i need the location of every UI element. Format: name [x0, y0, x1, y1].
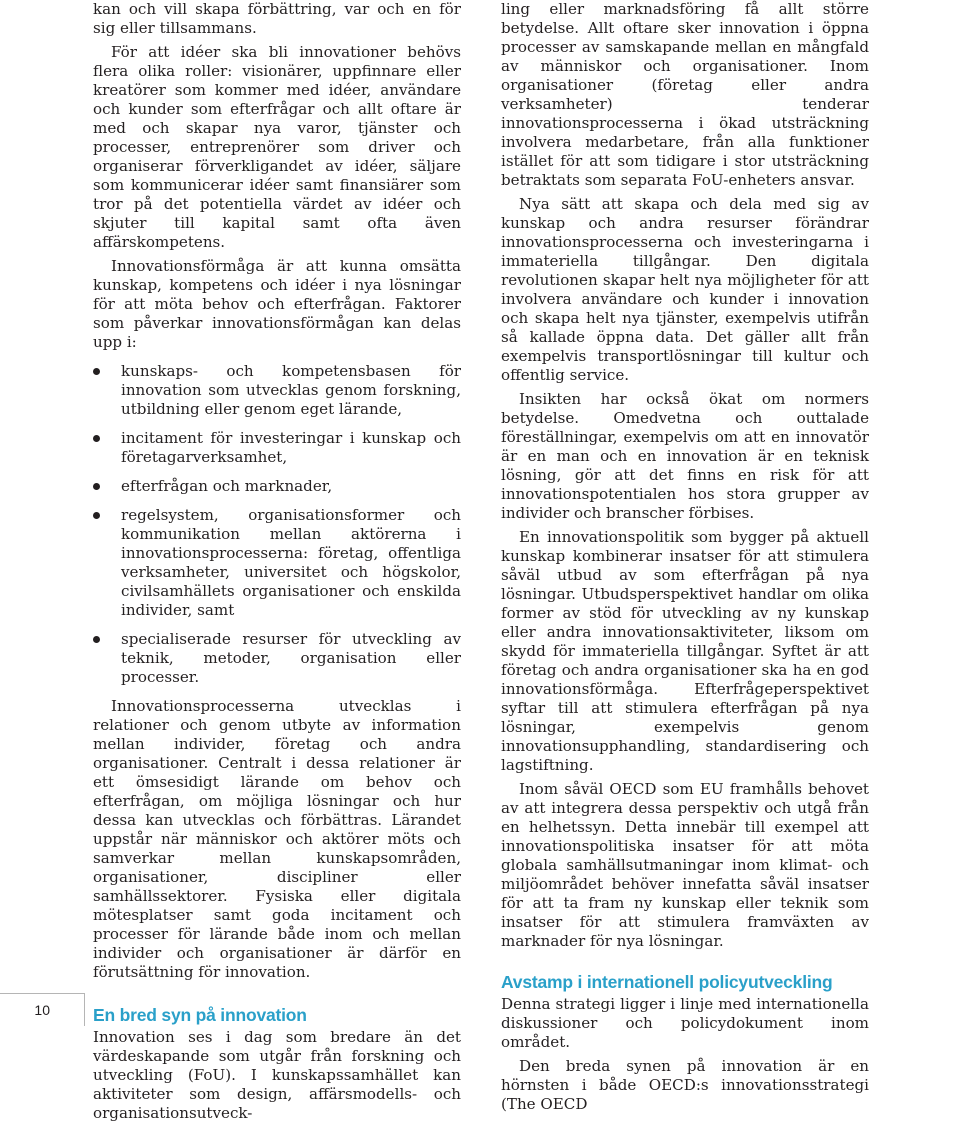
paragraph-norms: Insikten har också ökat om normers betydelse. Omedvetna och outtalade föreställningar, exempelvis om att en innovatör är en man och en innovation är en teknisk lösning, gör att det finns en risk för att innovationspotentialen hos stora grupper av individer och branscher förbises.	[501, 390, 869, 522]
paragraph-roles: För att idéer ska bli innovationer behövs flera olika roller: visionärer, uppfinnare eller kreatörer som kommer med idéer, användare och kunder som efterfrågar och allt oftare är med och skapar nya varor, tjänster och processer, entreprenörer som driver och organiserar förverkligandet av idéer, säljare som kommunicerar idéer samt finansiärer som tror på det potentiella värdet av idéer och skjuter till kapital samt ofta även affärskompetens.	[93, 43, 461, 251]
bullet-icon	[93, 512, 100, 519]
list-item: incitament för investeringar i kunskap och företagarverksamhet,	[93, 429, 461, 467]
left-column	[93, 0, 461, 1123]
section-heading-broad-view: En bred syn på innovation	[93, 1005, 307, 1025]
paragraph-innovation-capacity: Innovationsförmåga är att kunna omsätta kunskap, kompetens och idéer i nya lösningar för att möta behov och efterfrågan. Faktorer som påverkar innovationsförmågan kan delas upp i:	[93, 257, 461, 351]
bullet-icon	[93, 435, 100, 442]
bullet-icon	[93, 483, 100, 490]
paragraph-broad-view: Innovation ses i dag som bredare än det värdeskapande som utgår från forskning och utveckling (FoU). I kunskapssamhället kan aktiviteter som design, affärsmodells- och organisationsutveck-	[93, 1028, 461, 1122]
section-heading-international-policy: Avstamp i internationell policyutveckling	[501, 972, 833, 992]
paragraph-oecd-eu: Inom såväl OECD som EU framhålls behovet av att integrera dessa perspektiv och utgå från en helhetssyn. Detta innebär till exempel att innovationspolitiska insatser för att möta globala samhällsutmaningar inom klimat- och miljöområdet behöver innefatta såväl insatser för att ta fram ny kunskap eller teknik som insatser för att stimulera framväxten av marknader för nya lösningar.	[501, 780, 869, 950]
paragraph-strategy-alignment: Denna strategi ligger i linje med internationella diskussioner och policydokument inom området.	[501, 995, 869, 1051]
paragraph-oecd-strategy: Den breda synen på innovation är en hörnsten i både OECD:s innovationsstrategi (The OECD	[501, 1057, 869, 1113]
right-column	[501, 0, 869, 1114]
bullet-icon	[93, 636, 100, 643]
page-number-box	[0, 993, 85, 1026]
paragraph-open-processes: ling eller marknadsföring få allt större betydelse. Allt oftare sker innovation i öppna processer av samskapande mellan en mångfald av människor och organisationer. Inom organisationer (företag eller andra verksamheter) tenderar innovationsprocesserna i ökad utsträckning involvera medarbetare, från alla funktioner istället för att som tidigare i stor utsträckning betraktats som separata FoU-enheters ansvar.	[501, 0, 869, 189]
paragraph-relations: Innovationsprocesserna utvecklas i relationer och genom utbyte av information mellan individer, företag och andra organisationer. Centralt i dessa relationer är ett ömsesidigt lärande om behov och efterfrågan, om möjliga lösningar och hur dessa kan utvecklas och förbättras. Lärandet uppstår när människor och aktörer möts och samverkar mellan kunskapsområden, organisationer, discipliner eller samhällssektorer. Fysiska eller digitala mötesplatser samt goda incitament och processer för lärande både inom och mellan individer och organisationer är därför en förutsättning för innovation.	[93, 697, 461, 981]
list-item: kunskaps- och kompetensbasen för innovation som utvecklas genom forskning, utbildning eller genom eget lärande,	[93, 362, 461, 419]
paragraph-continuation: kan och vill skapa förbättring, var och en för sig eller tillsammans.	[93, 0, 461, 37]
page-number: 10	[34, 1002, 50, 1018]
paragraph-innovation-policy: En innovationspolitik som bygger på aktuell kunskap kombinerar insatser för att stimulera såväl utbud av som efterfrågan på nya lösningar. Utbudsperspektivet handlar om olika former av stöd för utveckling av ny kunskap eller andra innovationsaktiviteter, liksom om skydd för immateriella tillgångar. Syftet är att företag och andra organisationer ska ha en god innovationsförmåga. Efterfrågeperspektivet syftar till att stimulera efterfrågan på nya lösningar, exempelvis genom innovationsupphandling, standardisering och lagstiftning.	[501, 528, 869, 774]
list-item: efterfrågan och marknader,	[93, 477, 461, 496]
bullet-icon	[93, 368, 100, 375]
list-item: regelsystem, organisationsformer och kommunikation mellan aktörerna i innovationsprocesserna: företag, offentliga verksamheter, universitet och högskolor, civilsamhällets organisationer och enskilda individer, samt	[93, 506, 461, 620]
list-item: specialiserade resurser för utveckling av teknik, metoder, organisation eller processer.	[93, 630, 461, 687]
factor-list	[93, 362, 461, 687]
paragraph-digital-revolution: Nya sätt att skapa och dela med sig av kunskap och andra resurser förändrar innovationsprocesserna och investeringarna i immateriella tillgångar. Den digitala revolutionen skapar helt nya möjligheter för att involvera användare och kunder i innovation och skapa helt nya tjänster, exempelvis utifrån så kallade öppna data. Det gäller allt från exempelvis transportlösningar till kultur och offentlig service.	[501, 195, 869, 384]
